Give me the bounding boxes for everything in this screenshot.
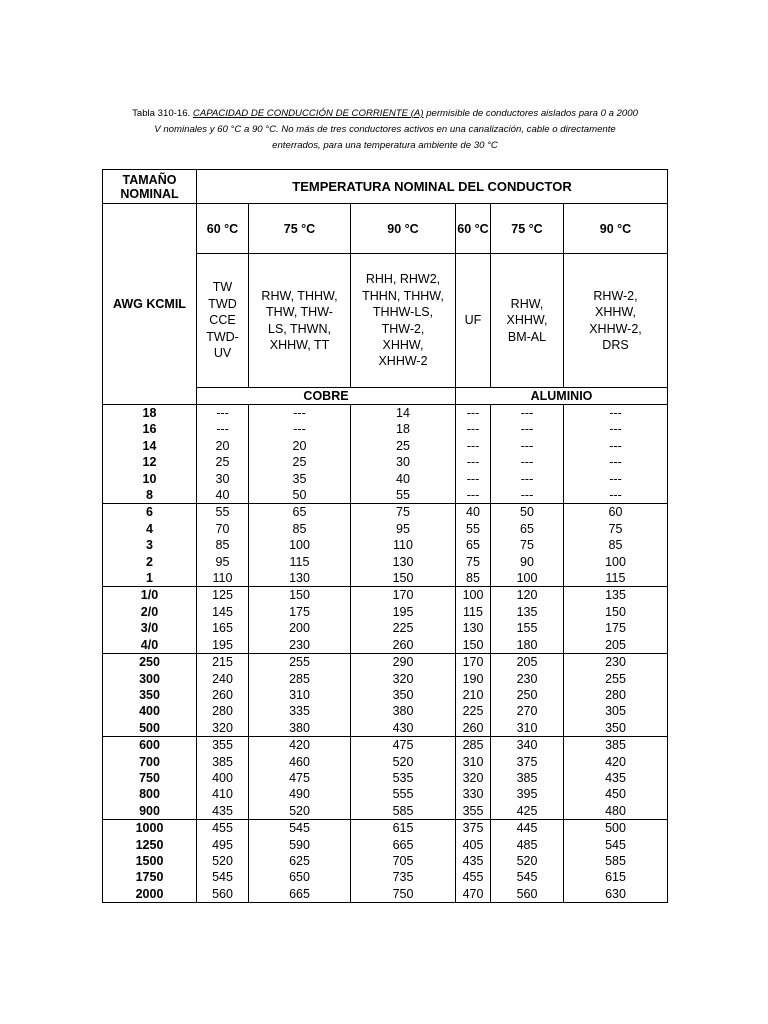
ampacity-cell bbox=[197, 405, 249, 504]
ampacity-value: 95 bbox=[396, 521, 410, 536]
size-value: 6 bbox=[146, 505, 153, 520]
ampacity-value: 175 bbox=[605, 621, 626, 636]
ampacity-value: 520 bbox=[212, 853, 233, 868]
ampacity-value: 270 bbox=[516, 704, 538, 719]
size-value: 2000 bbox=[135, 886, 164, 901]
ampacity-value: --- bbox=[520, 471, 534, 486]
ampacity-value: 630 bbox=[605, 886, 626, 901]
ampacity-value: --- bbox=[520, 455, 534, 470]
ampacity-value: 480 bbox=[605, 803, 626, 818]
ampacity-value: 195 bbox=[212, 637, 233, 652]
ampacity-value: 320 bbox=[462, 770, 484, 785]
ampacity-value: 85 bbox=[215, 538, 230, 553]
ampacity-value: 115 bbox=[289, 554, 310, 569]
ampacity-value: 520 bbox=[289, 803, 310, 818]
ampacity-value: --- bbox=[466, 471, 480, 486]
ampacity-value: --- bbox=[520, 438, 534, 453]
ampacity-value: 455 bbox=[462, 870, 484, 885]
ampacity-value: --- bbox=[520, 406, 534, 420]
ampacity-value: --- bbox=[293, 406, 306, 420]
ampacity-value: 20 bbox=[292, 438, 307, 453]
ampacity-value: 495 bbox=[212, 837, 233, 852]
ampacity-cell bbox=[491, 820, 564, 903]
ampacity-value: 590 bbox=[289, 837, 310, 852]
ampacity-value: 430 bbox=[392, 720, 414, 735]
ampacity-value: 490 bbox=[289, 787, 310, 802]
ampacity-value: 100 bbox=[605, 554, 626, 569]
ampacity-cell bbox=[491, 504, 564, 587]
ampacity-value: 215 bbox=[212, 655, 233, 670]
ampacity-value: 405 bbox=[462, 837, 484, 852]
insulation-cu-90: RHH, RHW2, THHN, THHW, THHW-LS, THW-2, XHHW, XHHW-2 bbox=[351, 254, 456, 388]
size-value: 3 bbox=[146, 538, 153, 553]
size-cell bbox=[103, 405, 197, 504]
ampacity-value: 545 bbox=[289, 821, 310, 836]
size-value: 4/0 bbox=[140, 637, 159, 652]
ampacity-table bbox=[102, 169, 668, 903]
ampacity-value: 230 bbox=[605, 655, 626, 670]
ampacity-cell bbox=[351, 405, 456, 504]
ampacity-value: 435 bbox=[462, 853, 484, 868]
size-value: 14 bbox=[142, 438, 157, 453]
ampacity-cell bbox=[351, 654, 456, 737]
temp-al-90: 90 °C bbox=[564, 204, 668, 254]
ampacity-value: 625 bbox=[289, 853, 310, 868]
size-cell bbox=[103, 737, 197, 820]
size-cell bbox=[103, 587, 197, 654]
ampacity-cell bbox=[351, 737, 456, 820]
size-value: 8 bbox=[146, 488, 153, 503]
ampacity-value: 130 bbox=[462, 621, 484, 636]
ampacity-cell bbox=[491, 654, 564, 737]
ampacity-value: 410 bbox=[212, 787, 233, 802]
ampacity-value: 150 bbox=[392, 571, 414, 586]
ampacity-value: 60 bbox=[608, 505, 623, 520]
size-value: 350 bbox=[139, 687, 160, 702]
ampacity-cell bbox=[564, 504, 668, 587]
ampacity-cell bbox=[249, 737, 351, 820]
ampacity-value: 240 bbox=[212, 671, 233, 686]
ampacity-value: 205 bbox=[605, 637, 626, 652]
ampacity-value: 55 bbox=[396, 488, 410, 503]
size-value: 750 bbox=[139, 770, 160, 785]
ampacity-value: --- bbox=[293, 422, 306, 437]
ampacity-value: 475 bbox=[289, 770, 310, 785]
ampacity-value: 75 bbox=[466, 554, 480, 569]
ampacity-value: 560 bbox=[516, 886, 538, 901]
ampacity-value: 130 bbox=[392, 554, 414, 569]
ampacity-value: 230 bbox=[516, 671, 538, 686]
ampacity-cell bbox=[197, 654, 249, 737]
metal-aluminio: ALUMINIO bbox=[456, 388, 668, 405]
ampacity-value: 150 bbox=[605, 604, 626, 619]
ampacity-value: 175 bbox=[289, 604, 310, 619]
caption-rest: permisible de conductores aislados para 0 a 2000 bbox=[426, 108, 638, 119]
ampacity-value: 115 bbox=[605, 571, 626, 586]
size-value: 12 bbox=[142, 455, 157, 470]
temp-cu-60: 60 °C bbox=[197, 204, 249, 254]
ampacity-value: 125 bbox=[212, 588, 233, 603]
ampacity-value: 535 bbox=[392, 770, 414, 785]
data-rows bbox=[103, 405, 668, 903]
ampacity-value: 150 bbox=[462, 637, 484, 652]
ampacity-value: 380 bbox=[289, 720, 310, 735]
ampacity-value: --- bbox=[609, 471, 622, 486]
ampacity-cell bbox=[456, 405, 491, 504]
ampacity-value: 65 bbox=[520, 521, 534, 536]
ampacity-value: 400 bbox=[212, 770, 233, 785]
ampacity-cell bbox=[456, 587, 491, 654]
ampacity-value: 255 bbox=[605, 671, 626, 686]
ampacity-value: 55 bbox=[215, 505, 230, 520]
caption-line-1 bbox=[100, 106, 670, 122]
temp-cu-90: 90 °C bbox=[351, 204, 456, 254]
ampacity-value: 70 bbox=[215, 521, 230, 536]
ampacity-value: 335 bbox=[289, 704, 310, 719]
ampacity-value: 150 bbox=[289, 588, 310, 603]
ampacity-value: 585 bbox=[392, 803, 414, 818]
ampacity-value: 350 bbox=[605, 720, 626, 735]
ampacity-value: 450 bbox=[605, 787, 626, 802]
size-value: 700 bbox=[139, 754, 160, 769]
size-cell bbox=[103, 504, 197, 587]
ampacity-value: 180 bbox=[516, 637, 538, 652]
ampacity-value: 420 bbox=[289, 738, 310, 753]
ampacity-value: --- bbox=[520, 488, 534, 503]
ampacity-value: --- bbox=[609, 488, 622, 503]
size-value: 1250 bbox=[135, 837, 164, 852]
ampacity-value: 280 bbox=[212, 704, 233, 719]
ampacity-cell bbox=[249, 820, 351, 903]
ampacity-value: 50 bbox=[292, 488, 307, 503]
ampacity-value: 320 bbox=[392, 671, 414, 686]
insulation-cu-75: RHW, THHW, THW, THW-LS, THWN, XHHW, TT bbox=[249, 254, 351, 388]
ampacity-value: 520 bbox=[516, 853, 538, 868]
temp-cu-75: 75 °C bbox=[249, 204, 351, 254]
ampacity-value: 500 bbox=[605, 821, 626, 836]
ampacity-cell bbox=[456, 737, 491, 820]
ampacity-value: 340 bbox=[516, 738, 538, 753]
ampacity-value: 665 bbox=[392, 837, 414, 852]
ampacity-value: 135 bbox=[605, 588, 626, 603]
ampacity-value: 560 bbox=[212, 886, 233, 901]
ampacity-value: --- bbox=[216, 406, 229, 420]
ampacity-value: 330 bbox=[462, 787, 484, 802]
ampacity-value: 650 bbox=[289, 870, 310, 885]
size-value: 900 bbox=[139, 803, 160, 818]
ampacity-value: 260 bbox=[392, 637, 414, 652]
ampacity-cell bbox=[351, 820, 456, 903]
ampacity-value: 90 bbox=[520, 554, 534, 569]
ampacity-value: --- bbox=[609, 406, 622, 420]
ampacity-value: 20 bbox=[215, 438, 230, 453]
ampacity-cell bbox=[197, 737, 249, 820]
ampacity-value: 85 bbox=[608, 538, 623, 553]
ampacity-value: 75 bbox=[396, 505, 410, 520]
ampacity-value: 260 bbox=[462, 720, 484, 735]
ampacity-value: 250 bbox=[516, 687, 538, 702]
size-value: 400 bbox=[139, 704, 160, 719]
ampacity-value: 285 bbox=[462, 738, 484, 753]
ampacity-value: --- bbox=[466, 406, 480, 420]
ampacity-value: 110 bbox=[212, 571, 233, 586]
ampacity-value: 310 bbox=[462, 754, 484, 769]
ampacity-cell bbox=[564, 587, 668, 654]
ampacity-cell bbox=[491, 405, 564, 504]
ampacity-value: --- bbox=[216, 422, 229, 437]
ampacity-cell bbox=[197, 820, 249, 903]
ampacity-value: 380 bbox=[392, 704, 414, 719]
size-value: 18 bbox=[142, 406, 157, 420]
ampacity-value: 520 bbox=[392, 754, 414, 769]
table-row bbox=[103, 405, 668, 504]
ampacity-value: 750 bbox=[392, 886, 414, 901]
ampacity-value: 260 bbox=[212, 687, 233, 702]
ampacity-value: 190 bbox=[462, 671, 484, 686]
ampacity-value: 355 bbox=[212, 738, 233, 753]
ampacity-value: 14 bbox=[396, 406, 410, 420]
ampacity-cell bbox=[351, 504, 456, 587]
ampacity-value: 40 bbox=[215, 488, 230, 503]
ampacity-value: --- bbox=[520, 422, 534, 437]
ampacity-cell bbox=[249, 587, 351, 654]
size-cell bbox=[103, 654, 197, 737]
ampacity-cell bbox=[351, 587, 456, 654]
ampacity-value: 310 bbox=[516, 720, 538, 735]
ampacity-value: 545 bbox=[605, 837, 626, 852]
ampacity-value: 75 bbox=[608, 521, 623, 536]
size-value: 1/0 bbox=[140, 588, 159, 603]
ampacity-value: 310 bbox=[289, 687, 310, 702]
ampacity-value: 25 bbox=[396, 438, 410, 453]
size-value: 1500 bbox=[135, 853, 164, 868]
ampacity-value: 615 bbox=[392, 821, 414, 836]
ampacity-value: 290 bbox=[392, 655, 414, 670]
ampacity-value: 305 bbox=[605, 704, 626, 719]
ampacity-value: 230 bbox=[289, 637, 310, 652]
ampacity-value: 25 bbox=[292, 455, 307, 470]
ampacity-value: 100 bbox=[289, 538, 310, 553]
ampacity-value: --- bbox=[466, 488, 480, 503]
ampacity-value: --- bbox=[466, 422, 480, 437]
ampacity-value: 445 bbox=[516, 821, 538, 836]
ampacity-value: 435 bbox=[212, 803, 233, 818]
table-row bbox=[103, 504, 668, 587]
size-value: 3/0 bbox=[140, 621, 159, 636]
ampacity-value: 455 bbox=[212, 821, 233, 836]
ampacity-value: 35 bbox=[292, 471, 307, 486]
size-value: 300 bbox=[139, 671, 160, 686]
temp-al-60: 60 °C bbox=[456, 204, 491, 254]
ampacity-cell bbox=[249, 405, 351, 504]
size-value: 10 bbox=[142, 471, 157, 486]
ampacity-value: 555 bbox=[392, 787, 414, 802]
ampacity-value: 280 bbox=[605, 687, 626, 702]
table-row bbox=[103, 654, 668, 737]
ampacity-value: 420 bbox=[605, 754, 626, 769]
ampacity-value: 145 bbox=[212, 604, 233, 619]
ampacity-value: 395 bbox=[516, 787, 538, 802]
ampacity-cell bbox=[564, 820, 668, 903]
ampacity-cell bbox=[564, 737, 668, 820]
ampacity-value: 30 bbox=[396, 455, 410, 470]
size-value: 600 bbox=[139, 738, 160, 753]
ampacity-value: 375 bbox=[516, 754, 538, 769]
ampacity-value: 355 bbox=[462, 803, 484, 818]
ampacity-value: 195 bbox=[392, 604, 414, 619]
size-value: 250 bbox=[139, 655, 160, 670]
ampacity-value: 85 bbox=[292, 521, 307, 536]
insulation-al-90: RHW-2, XHHW, XHHW-2, DRS bbox=[564, 254, 668, 388]
ampacity-value: 95 bbox=[215, 554, 230, 569]
temp-al-75: 75 °C bbox=[491, 204, 564, 254]
ampacity-value: 40 bbox=[466, 505, 480, 520]
size-cell bbox=[103, 820, 197, 903]
ampacity-cell bbox=[197, 587, 249, 654]
ampacity-value: 470 bbox=[462, 886, 484, 901]
ampacity-value: 30 bbox=[215, 471, 230, 486]
caption-title: CAPACIDAD DE CONDUCCIÓN DE CORRIENTE (A) bbox=[192, 108, 424, 119]
ampacity-value: 155 bbox=[516, 621, 538, 636]
ampacity-value: 705 bbox=[392, 853, 414, 868]
caption-prefix: Tabla 310-16. bbox=[132, 108, 191, 119]
ampacity-cell bbox=[249, 504, 351, 587]
ampacity-value: 65 bbox=[292, 505, 307, 520]
ampacity-cell bbox=[456, 504, 491, 587]
ampacity-value: 120 bbox=[516, 588, 538, 603]
ampacity-value: 320 bbox=[212, 720, 233, 735]
ampacity-cell bbox=[249, 654, 351, 737]
size-header: TAMAÑO NOMINAL bbox=[103, 170, 197, 204]
table-caption bbox=[100, 106, 670, 154]
ampacity-value: 100 bbox=[516, 571, 538, 586]
size-value: 2 bbox=[146, 554, 153, 569]
size-value: 16 bbox=[142, 422, 157, 437]
ampacity-value: --- bbox=[466, 438, 480, 453]
ampacity-value: 25 bbox=[215, 455, 230, 470]
ampacity-value: 170 bbox=[392, 588, 414, 603]
ampacity-value: 585 bbox=[605, 853, 626, 868]
awg-label: AWG KCMIL bbox=[103, 204, 197, 405]
ampacity-value: 225 bbox=[462, 704, 484, 719]
ampacity-value: 165 bbox=[212, 621, 233, 636]
ampacity-value: 205 bbox=[516, 655, 538, 670]
ampacity-value: 85 bbox=[466, 571, 480, 586]
ampacity-value: 55 bbox=[466, 521, 480, 536]
ampacity-value: 425 bbox=[516, 803, 538, 818]
size-value: 4 bbox=[146, 521, 153, 536]
size-value: 1750 bbox=[135, 870, 164, 885]
ampacity-value: 110 bbox=[393, 538, 413, 553]
ampacity-value: 130 bbox=[289, 571, 310, 586]
insulation-al-60: UF bbox=[456, 254, 491, 388]
ampacity-value: 385 bbox=[516, 770, 538, 785]
ampacity-value: 385 bbox=[605, 738, 626, 753]
insulation-cu-60: TW TWD CCE TWD-UV bbox=[197, 254, 249, 388]
ampacity-value: 50 bbox=[520, 505, 534, 520]
size-value: 800 bbox=[139, 787, 160, 802]
ampacity-value: 115 bbox=[463, 604, 483, 619]
ampacity-value: 170 bbox=[462, 655, 484, 670]
ampacity-cell bbox=[491, 737, 564, 820]
ampacity-value: 460 bbox=[289, 754, 310, 769]
ampacity-value: 200 bbox=[289, 621, 310, 636]
size-value: 500 bbox=[139, 720, 160, 735]
caption-line-3: enterrados, para una temperatura ambiente de 30 °C bbox=[272, 140, 498, 151]
ampacity-value: 615 bbox=[605, 870, 626, 885]
ampacity-value: 385 bbox=[212, 754, 233, 769]
ampacity-cell bbox=[491, 587, 564, 654]
caption-line-2: V nominales y 60 °C a 90 °C. No más de tres conductores activos en una canalización, cable o directamente bbox=[154, 124, 616, 135]
ampacity-value: 375 bbox=[462, 821, 484, 836]
ampacity-value: 545 bbox=[516, 870, 538, 885]
ampacity-value: 210 bbox=[462, 687, 484, 702]
size-value: 2/0 bbox=[140, 604, 159, 619]
table-row bbox=[103, 820, 668, 903]
ampacity-value: 225 bbox=[392, 621, 414, 636]
ampacity-value: 255 bbox=[289, 655, 310, 670]
ampacity-value: 485 bbox=[516, 837, 538, 852]
ampacity-cell bbox=[456, 654, 491, 737]
ampacity-cell bbox=[456, 820, 491, 903]
table-row bbox=[103, 737, 668, 820]
ampacity-value: 18 bbox=[396, 422, 410, 437]
ampacity-value: 735 bbox=[392, 870, 414, 885]
ampacity-value: 100 bbox=[462, 588, 484, 603]
ampacity-value: 475 bbox=[392, 738, 414, 753]
ampacity-value: 285 bbox=[289, 671, 310, 686]
ampacity-value: 75 bbox=[520, 538, 534, 553]
ampacity-value: 40 bbox=[396, 471, 410, 486]
insulation-al-75: RHW, XHHW, BM-AL bbox=[491, 254, 564, 388]
ampacity-value: --- bbox=[466, 455, 480, 470]
ampacity-value: 65 bbox=[466, 538, 480, 553]
ampacity-value: 435 bbox=[605, 770, 626, 785]
ampacity-value: --- bbox=[609, 422, 622, 437]
size-value: 1 bbox=[146, 571, 153, 586]
ampacity-cell bbox=[564, 405, 668, 504]
ampacity-value: 545 bbox=[212, 870, 233, 885]
table-row bbox=[103, 587, 668, 654]
size-value: 1000 bbox=[135, 821, 164, 836]
temp-header: TEMPERATURA NOMINAL DEL CONDUCTOR bbox=[197, 170, 668, 204]
ampacity-value: 665 bbox=[289, 886, 310, 901]
metal-cobre: COBRE bbox=[197, 388, 456, 405]
ampacity-value: --- bbox=[609, 455, 622, 470]
ampacity-value: --- bbox=[609, 438, 622, 453]
ampacity-value: 350 bbox=[392, 687, 414, 702]
ampacity-value: 135 bbox=[516, 604, 538, 619]
ampacity-cell bbox=[197, 504, 249, 587]
ampacity-cell bbox=[564, 654, 668, 737]
